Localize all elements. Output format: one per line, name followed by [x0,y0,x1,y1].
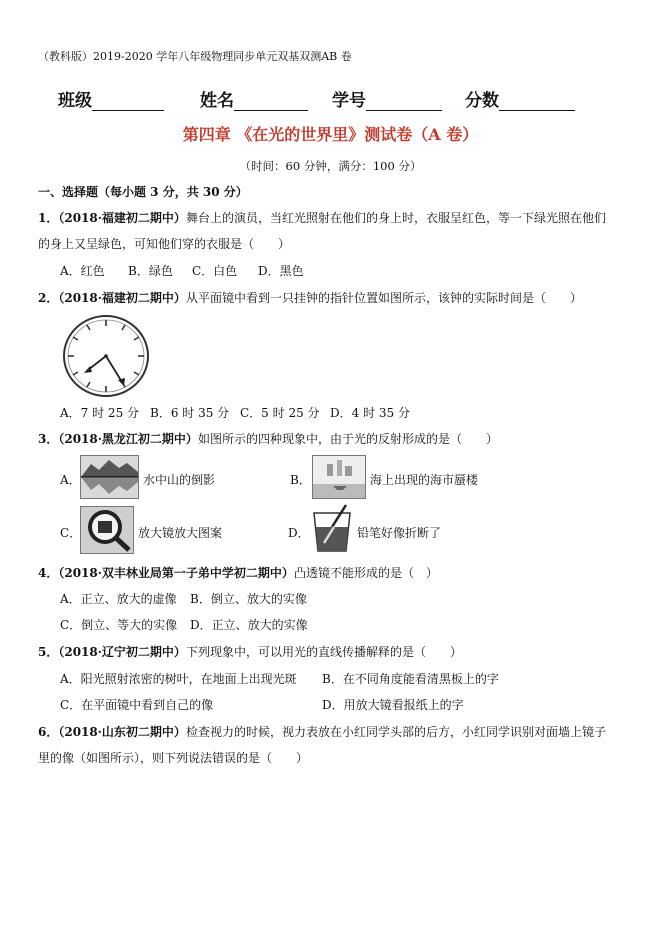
q5-text-line1: 下列现象中，可以用光的直线传播解释的是（ ） [185,645,462,659]
class-blank [92,92,164,111]
page-header: （教科版）2019-2020 学年八年级物理同步单元双基双测AB 卷 [38,50,352,63]
q4-text-line1: 凸透镜不能形成的是（ ） [293,566,438,580]
q3-option-d-text: 铅笔好像折断了 [357,526,442,540]
name-field [200,86,308,111]
q4-option-b: B．倒立、放大的实像 [190,592,307,606]
id-blank [366,92,442,111]
q1-option-d: D．黑色 [258,264,304,278]
score-blank [499,92,575,111]
question-4 [38,564,438,581]
q5-option-d: D．用放大镜看报纸上的字 [322,698,464,712]
q2-option-d: D．4 时 35 分 [330,406,410,420]
q1-option-b: B．绿色 [128,264,173,278]
q5-option-c: C．在平面镜中看到自己的像 [60,698,214,712]
q3-option-b-text: 海上出现的海市蜃楼 [370,473,479,487]
q2-option-b: B．6 时 35 分 [150,406,230,420]
page-title: 第四章 《在光的世界里》测试卷（A 卷） [182,125,479,144]
question-2 [38,289,582,306]
q1-source: 1．（2018·福建初二期中） [38,211,186,225]
q1-text-line1: 舞台上的演员，当红光照射在他们的身上时，衣服呈红色，等一下绿光照在他们 [185,211,606,225]
q2-source: 2．（2018·福建初二期中） [38,291,186,305]
score-field [465,86,575,111]
q4-option-d: D．正立、放大的实像 [190,618,308,632]
q6-source: 6．（2018·山东初二期中） [38,725,186,739]
question-3 [38,430,498,447]
mountain-reflection-image [80,455,139,499]
q3-option-a-letter: A． [60,473,81,487]
q5-option-a: A．阳光照射浓密的树叶，在地面上出现光斑 [60,672,297,686]
id-label: 学号 [332,91,366,111]
class-field [58,86,164,111]
pencil-in-water-image [310,503,354,553]
q2-text-line1: 从平面镜中看到一只挂钟的指针位置如图所示，该钟的实际时间是（ ） [185,291,582,305]
magnifier-image [80,506,134,554]
q4-option-c: C．倒立、等大的实像 [60,618,178,632]
q1-text-line2: 的身上又呈绿色，可知他们穿的衣服是（ ） [38,237,291,251]
question-5 [38,643,462,660]
q2-option-a: A．7 时 25 分 [60,406,140,420]
section-heading: 一、选择题（每小题 3 分，共 30 分） [38,185,248,199]
q3-option-d-letter: D． [288,526,310,540]
q4-option-a: A．正立、放大的虚像 [60,592,177,606]
q6-text-line1: 检查视力的时候，视力表放在小红同学头部的后方，小红同学识别对面墙上镜子 [185,725,606,739]
q3-option-a-text: 水中山的倒影 [143,473,216,487]
q5-option-b: B．在不同角度能看清黑板上的字 [322,672,499,686]
q4-source: 4．（2018·双丰林业局第一子弟中学初二期中） [38,566,294,580]
q1-option-c: C．白色 [192,264,238,278]
q3-text-line1: 如图所示的四种现象中，由于光的反射形成的是（ ） [197,432,498,446]
q3-option-c-letter: C． [60,526,82,540]
class-label: 班级 [58,91,92,111]
id-field [332,86,442,111]
q3-source: 3．（2018·黑龙江初二期中） [38,432,198,446]
score-label: 分数 [465,91,499,111]
q6-text-line2: 里的像（如图所示），则下列说法错误的是（ ） [38,751,309,765]
mirage-image [312,455,366,499]
time-note: （时间：60 分钟，满分：100 分） [239,159,422,173]
name-blank [234,92,308,111]
q1-option-a: A．红色 [60,264,105,278]
q3-option-c-text: 放大镜放大图案 [138,526,223,540]
question-6 [38,723,606,740]
question-1 [38,209,606,226]
q3-option-b-letter: B． [290,473,311,487]
q5-source: 5．（2018·辽宁初二期中） [38,645,186,659]
name-label: 姓名 [200,91,234,111]
clock-figure [60,312,152,400]
q2-option-c: C．5 时 25 分 [240,406,320,420]
